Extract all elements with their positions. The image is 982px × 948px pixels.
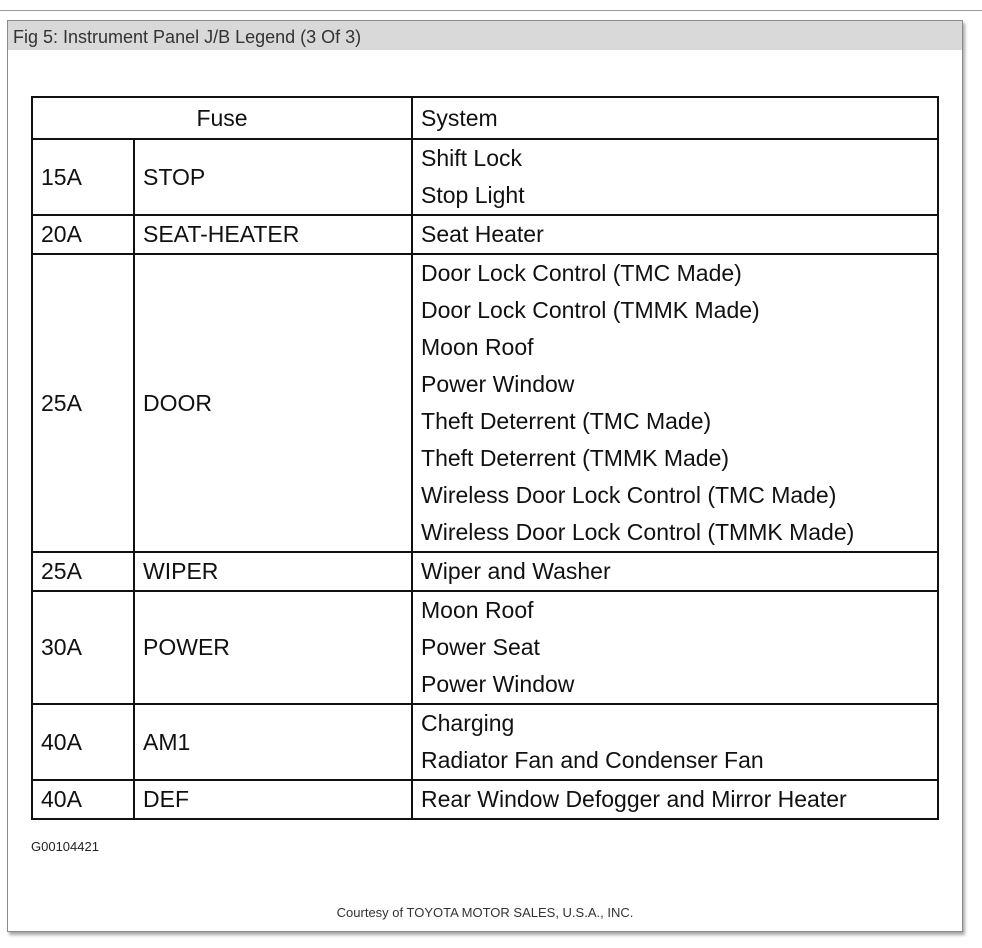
system-item: Radiator Fan and Condenser Fan [421, 747, 764, 773]
system-list [412, 139, 938, 215]
system-item: Moon Roof [421, 597, 534, 623]
system-list [412, 215, 938, 254]
fuse-column-header: Fuse [32, 97, 412, 139]
table-row [32, 591, 938, 704]
system-item: Power Window [421, 671, 575, 697]
table-row [32, 552, 938, 591]
system-item: Door Lock Control (TMMK Made) [421, 297, 760, 323]
fuse-name: WIPER [134, 552, 412, 591]
system-list [412, 780, 938, 819]
fuse-amperage: 20A [32, 215, 134, 254]
system-list [412, 704, 938, 780]
system-list [412, 591, 938, 704]
table-row [32, 780, 938, 819]
fuse-amperage: 40A [32, 704, 134, 780]
fuse-amperage: 40A [32, 780, 134, 819]
fuse-name: DOOR [134, 254, 412, 552]
fuse-amperage: 15A [32, 139, 134, 215]
system-item: Door Lock Control (TMC Made) [421, 260, 742, 286]
fuse-amperage: 25A [32, 552, 134, 591]
table-row [32, 254, 938, 552]
fuse-legend-table [31, 96, 939, 820]
system-item: Charging [421, 710, 515, 736]
fuse-amperage: 30A [32, 591, 134, 704]
system-list [412, 254, 938, 552]
system-list [412, 552, 938, 591]
table-row [32, 215, 938, 254]
system-item: Moon Roof [421, 334, 534, 360]
fuse-name: DEF [134, 780, 412, 819]
fuse-name: STOP [134, 139, 412, 215]
caption-bar [8, 21, 962, 50]
table-header-row [32, 97, 938, 139]
system-item: Wireless Door Lock Control (TMMK Made) [421, 519, 855, 545]
system-item: Wiper and Washer [421, 558, 611, 584]
figure-frame [7, 20, 963, 932]
fuse-name: SEAT-HEATER [134, 215, 412, 254]
system-item: Wireless Door Lock Control (TMC Made) [421, 482, 837, 508]
system-item: Theft Deterrent (TMC Made) [421, 408, 712, 434]
document-id: G00104421 [31, 839, 99, 854]
fuse-name: POWER [134, 591, 412, 704]
system-item: Stop Light [421, 182, 525, 208]
figure-caption: Fig 5: Instrument Panel J/B Legend (3 Of 3) [13, 27, 362, 47]
top-edge-strip [0, 0, 982, 11]
fuse-name: AM1 [134, 704, 412, 780]
system-column-header: System [412, 97, 938, 139]
table-row [32, 139, 938, 215]
system-item: Seat Heater [421, 221, 544, 247]
system-item: Rear Window Defogger and Mirror Heater [421, 786, 847, 812]
fuse-amperage: 25A [32, 254, 134, 552]
system-item: Power Seat [421, 634, 540, 660]
system-item: Theft Deterrent (TMMK Made) [421, 445, 730, 471]
system-item: Shift Lock [421, 145, 523, 171]
table-row [32, 704, 938, 780]
system-item: Power Window [421, 371, 575, 397]
courtesy-credit: Courtesy of TOYOTA MOTOR SALES, U.S.A., INC. [336, 905, 634, 920]
